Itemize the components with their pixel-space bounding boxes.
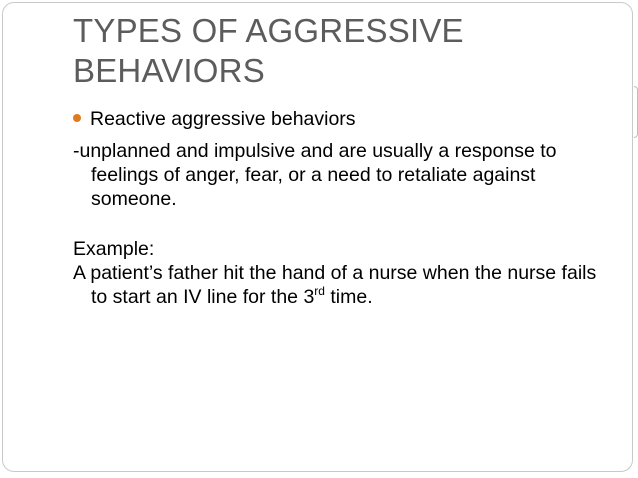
- spacer: [73, 211, 613, 237]
- slide-title: TYPES OF AGGRESSIVE BEHAVIORS: [73, 12, 464, 89]
- slide-edge-tab: [634, 86, 638, 138]
- example-label: Example:: [73, 238, 155, 260]
- example-text: [73, 261, 613, 309]
- slide-body: [73, 107, 613, 309]
- example-text-main: A patient’s father hit the hand of a nurse when the nurse fails to start an IV line for the 3: [73, 262, 597, 308]
- bullet-dot-icon: [73, 114, 81, 122]
- example-text-end: time.: [324, 286, 373, 308]
- bullet-text: Reactive aggressive behaviors: [90, 108, 356, 130]
- bullet-item: [73, 107, 613, 131]
- definition-text: -unplanned and impulsive and are usually a response to feelings of anger, fear, or a need to retaliate against someone.: [73, 140, 557, 210]
- ordinal-superscript: rd: [314, 283, 325, 298]
